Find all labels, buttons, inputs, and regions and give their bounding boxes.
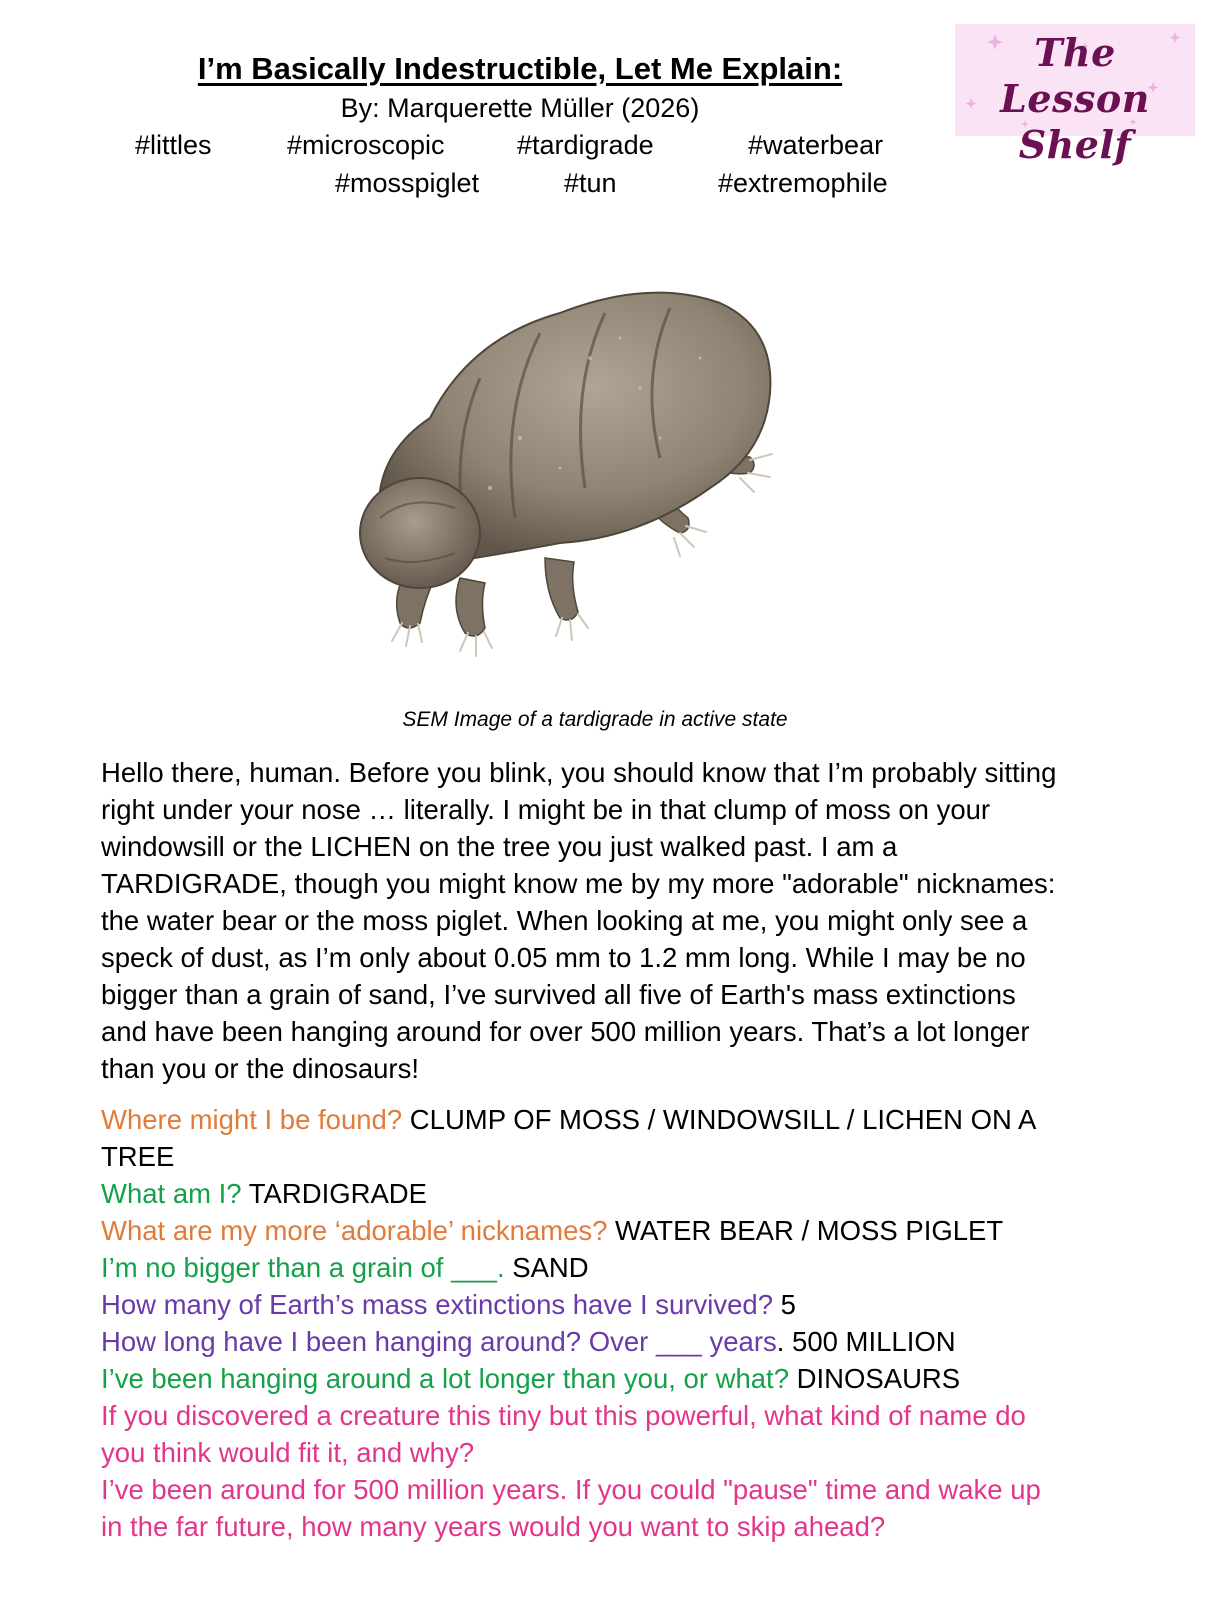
answer-text: SAND [504,1252,589,1283]
page-title: I’m Basically Indestructible, Let Me Explain: [197,51,843,86]
hashtag: #tun [564,168,617,198]
answer-text: CLUMP OF MOSS / WINDOWSILL / LICHEN ON A TREE [101,1104,1035,1172]
answer-text: TARDIGRADE [241,1178,428,1209]
answer-text: 5 [773,1289,796,1320]
question-item [101,1249,1061,1286]
question-text: What are my more ‘adorable’ nicknames? [101,1215,608,1246]
question-text: I’m no bigger than a grain of ___. [101,1252,505,1283]
answer-text: WATER BEAR / MOSS PIGLET [607,1215,1004,1246]
hashtag: #mosspiglet [335,168,480,198]
question-text: Where might I be found? [101,1104,403,1135]
hashtag: #waterbear [748,130,884,160]
question-text: How many of Earth’s mass extinctions have I survived? [101,1289,774,1320]
question-item [101,1101,1061,1175]
question-text: What am I? [101,1178,242,1209]
question-item [101,1397,1061,1471]
answer-text: . 500 MILLION [776,1326,956,1357]
hashtag: #microscopic [287,130,445,160]
tardigrade-image [340,238,830,668]
intro-paragraph: Hello there, human. Before you blink, you should know that I’m probably sitting right under your nose … literally. I might be in that clump of moss on your windowsill or the LICHEN on the tree you just walked past. I am a TARDIGRADE, though you might know me by my more "adorable" nicknames: the water bear or the moss piglet. When looking at me, you might only see a speck of dust, as I’m only about 0.05 mm to 1.2 mm long. While I may be no bigger than a grain of sand, I’ve survived all five of Earth's mass extinctions and have been hanging around for over 500 million years. That’s a lot longer than you or the dinosaurs! [101,757,1057,1084]
hashtag: #extremophile [718,168,888,198]
question-item [101,1286,1061,1323]
hashtag: #littles [135,130,212,160]
question-item [101,1175,1061,1212]
question-text: I’ve been hanging around a lot longer than you, or what? [101,1363,789,1394]
hashtag: #tardigrade [517,130,654,160]
logo-line-2: Shelf [1018,122,1132,167]
question-text: If you discovered a creature this tiny but this powerful, what kind of name do you think would fit it, and why? [101,1400,1026,1468]
answer-text: DINOSAURS [789,1363,961,1394]
question-item [101,1212,1061,1249]
question-text: I’ve been around for 500 million years. If you could "pause" time and wake up in the far future, how many years would you want to skip ahead? [101,1474,1041,1542]
question-item [101,1323,1061,1360]
figure-caption: SEM Image of a tardigrade in active state [402,708,788,731]
logo-line-1: The Lesson [1000,30,1150,121]
question-item [101,1360,1061,1397]
question-list [101,1101,1061,1545]
question-text: How long have I been hanging around? Over ___ years [101,1326,777,1357]
question-item [101,1471,1061,1545]
byline: By: Marquerette Müller (2026) [340,93,700,123]
